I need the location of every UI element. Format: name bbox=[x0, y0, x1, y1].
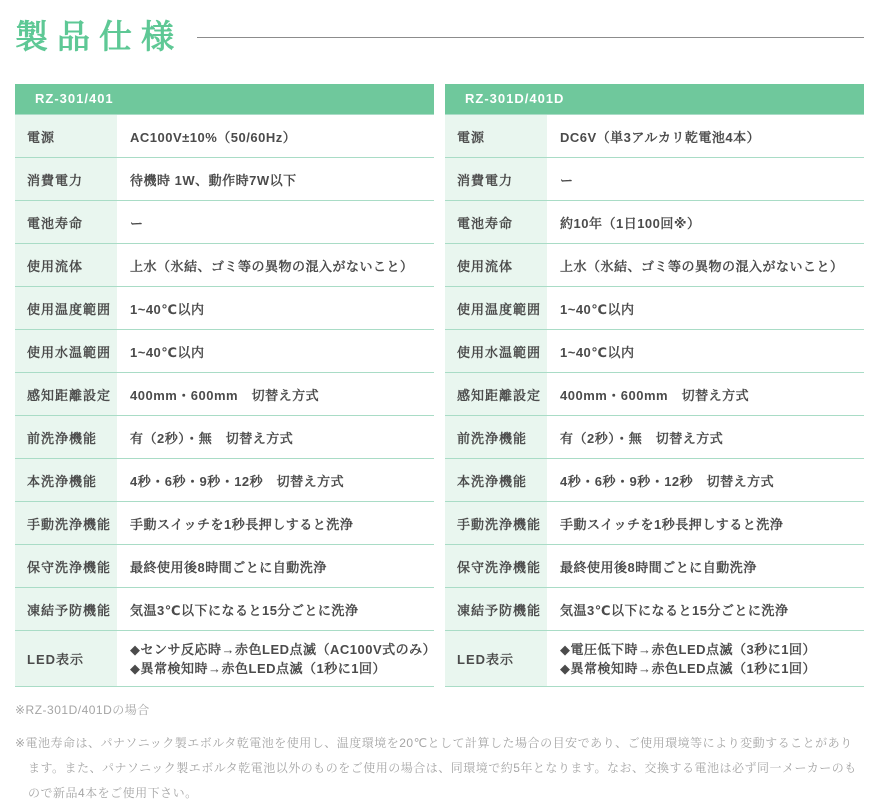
spec-value: 上水（氷結、ゴミ等の異物の混入がないこと） bbox=[130, 258, 414, 274]
table-row bbox=[445, 501, 864, 544]
table-row bbox=[445, 200, 864, 243]
table-row bbox=[15, 415, 434, 458]
spec-value: ー bbox=[130, 215, 144, 231]
table-header: RZ-301/401 bbox=[15, 84, 434, 114]
spec-value bbox=[547, 631, 864, 686]
spec-value: 1~40℃以内 bbox=[560, 301, 635, 317]
spec-value: 上水（氷結、ゴミ等の異物の混入がないこと） bbox=[560, 258, 844, 274]
spec-label: 使用温度範囲 bbox=[445, 287, 547, 329]
spec-value: 待機時 1W、動作時7W以下 bbox=[130, 172, 297, 188]
spec-value: ー bbox=[560, 172, 574, 188]
spec-value: AC100V±10%（50/60Hz） bbox=[130, 129, 297, 145]
table-row bbox=[445, 286, 864, 329]
table-row bbox=[445, 587, 864, 630]
spec-label: 感知距離設定 bbox=[445, 373, 547, 415]
table-row bbox=[445, 157, 864, 200]
spec-label: 電源 bbox=[15, 115, 117, 157]
spec-value: 有（2秒）・無 切替え方式 bbox=[560, 430, 724, 446]
spec-value: 最終使用後8時間ごとに自動洗浄 bbox=[560, 559, 757, 575]
spec-label: 使用水温範囲 bbox=[445, 330, 547, 372]
spec-label: 保守洗浄機能 bbox=[15, 545, 117, 587]
spec-value-line: ◆電圧低下時→赤色LED点滅（3秒に1回） bbox=[560, 641, 816, 657]
table-row bbox=[15, 630, 437, 686]
table-row bbox=[15, 372, 434, 415]
spec-value: 1~40℃以内 bbox=[130, 344, 205, 360]
table-row bbox=[445, 243, 864, 286]
spec-label: 消費電力 bbox=[445, 158, 547, 200]
spec-label: LED表示 bbox=[445, 631, 547, 686]
spec-value: DC6V（単3アルカリ乾電池4本） bbox=[560, 129, 761, 145]
spec-label: 凍結予防機能 bbox=[15, 588, 117, 630]
footnotes bbox=[15, 701, 864, 806]
spec-label: 本洗浄機能 bbox=[445, 459, 547, 501]
table-row bbox=[445, 114, 864, 157]
spec-label: 前洗浄機能 bbox=[445, 416, 547, 458]
spec-value: 400mm・600mm 切替え方式 bbox=[130, 387, 320, 403]
table-row bbox=[15, 544, 434, 587]
spec-value: 4秒・6秒・9秒・12秒 切替え方式 bbox=[560, 473, 775, 489]
spec-label: 消費電力 bbox=[15, 158, 117, 200]
spec-label: 凍結予防機能 bbox=[445, 588, 547, 630]
spec-value-line: ◆異常検知時→赤色LED点滅（1秒に1回） bbox=[560, 660, 816, 676]
spec-value bbox=[117, 631, 437, 686]
spec-tables bbox=[15, 84, 864, 687]
table-row bbox=[445, 458, 864, 501]
spec-label: 電池寿命 bbox=[15, 201, 117, 243]
spec-value: 約10年（1日100回※） bbox=[560, 215, 701, 231]
spec-table-rz301d-401d bbox=[445, 84, 864, 687]
spec-table-rz301-401 bbox=[15, 84, 437, 687]
spec-value: 気温3℃以下になると15分ごとに洗浄 bbox=[560, 602, 789, 618]
spec-value: 400mm・600mm 切替え方式 bbox=[560, 387, 750, 403]
spec-label: 前洗浄機能 bbox=[15, 416, 117, 458]
table-row bbox=[15, 329, 434, 372]
table-row bbox=[15, 501, 434, 544]
table-row bbox=[15, 458, 434, 501]
table-row bbox=[445, 372, 864, 415]
table-row bbox=[445, 630, 864, 686]
spec-value: 1~40℃以内 bbox=[560, 344, 635, 360]
spec-label: 手動洗浄機能 bbox=[15, 502, 117, 544]
spec-label: LED表示 bbox=[15, 631, 117, 686]
spec-label: 感知距離設定 bbox=[15, 373, 117, 415]
spec-label: 電池寿命 bbox=[445, 201, 547, 243]
spec-value-line: ◆異常検知時→赤色LED点滅（1秒に1回） bbox=[130, 660, 386, 676]
table-row bbox=[15, 587, 434, 630]
spec-value: 手動スイッチを1秒長押しすると洗浄 bbox=[130, 516, 354, 532]
spec-label: 使用水温範囲 bbox=[15, 330, 117, 372]
footnote: ※RZ-301D/401Dの場合 bbox=[15, 703, 150, 717]
spec-value: 4秒・6秒・9秒・12秒 切替え方式 bbox=[130, 473, 345, 489]
spec-label: 手動洗浄機能 bbox=[445, 502, 547, 544]
table-row bbox=[15, 114, 434, 157]
spec-value: 有（2秒）・無 切替え方式 bbox=[130, 430, 294, 446]
table-row bbox=[15, 243, 434, 286]
table-row bbox=[15, 157, 434, 200]
title-row bbox=[15, 10, 864, 62]
table-row bbox=[15, 286, 434, 329]
table-header: RZ-301D/401D bbox=[445, 84, 864, 114]
table-row bbox=[15, 200, 434, 243]
footnote: ※電池寿命は、パナソニック製エボルタ乾電池を使用し、温度環境を20℃として計算した場合の目安であり、ご使用環境等により変動することがあります。また、パナソニック製エボルタ乾電池以外のものをご使用の場合は、同環境で約5年となります。なお、交換する電池は必ず同一メーカーのもので新品4本をご使用下さい。 bbox=[15, 736, 857, 800]
title-rule-divider bbox=[197, 37, 864, 38]
spec-value-line: ◆センサ反応時→赤色LED点滅（AC100V式のみ） bbox=[130, 641, 437, 657]
spec-value: 手動スイッチを1秒長押しすると洗浄 bbox=[560, 516, 784, 532]
spec-value: 最終使用後8時間ごとに自動洗浄 bbox=[130, 559, 327, 575]
table-row bbox=[445, 544, 864, 587]
table-row bbox=[445, 329, 864, 372]
table-row bbox=[445, 415, 864, 458]
spec-label: 使用温度範囲 bbox=[15, 287, 117, 329]
spec-label: 本洗浄機能 bbox=[15, 459, 117, 501]
spec-label: 電源 bbox=[445, 115, 547, 157]
spec-label: 使用流体 bbox=[445, 244, 547, 286]
spec-label: 保守洗浄機能 bbox=[445, 545, 547, 587]
spec-value: 気温3℃以下になると15分ごとに洗浄 bbox=[130, 602, 359, 618]
spec-label: 使用流体 bbox=[15, 244, 117, 286]
page-title: 製品仕様 bbox=[15, 17, 183, 55]
spec-value: 1~40℃以内 bbox=[130, 301, 205, 317]
